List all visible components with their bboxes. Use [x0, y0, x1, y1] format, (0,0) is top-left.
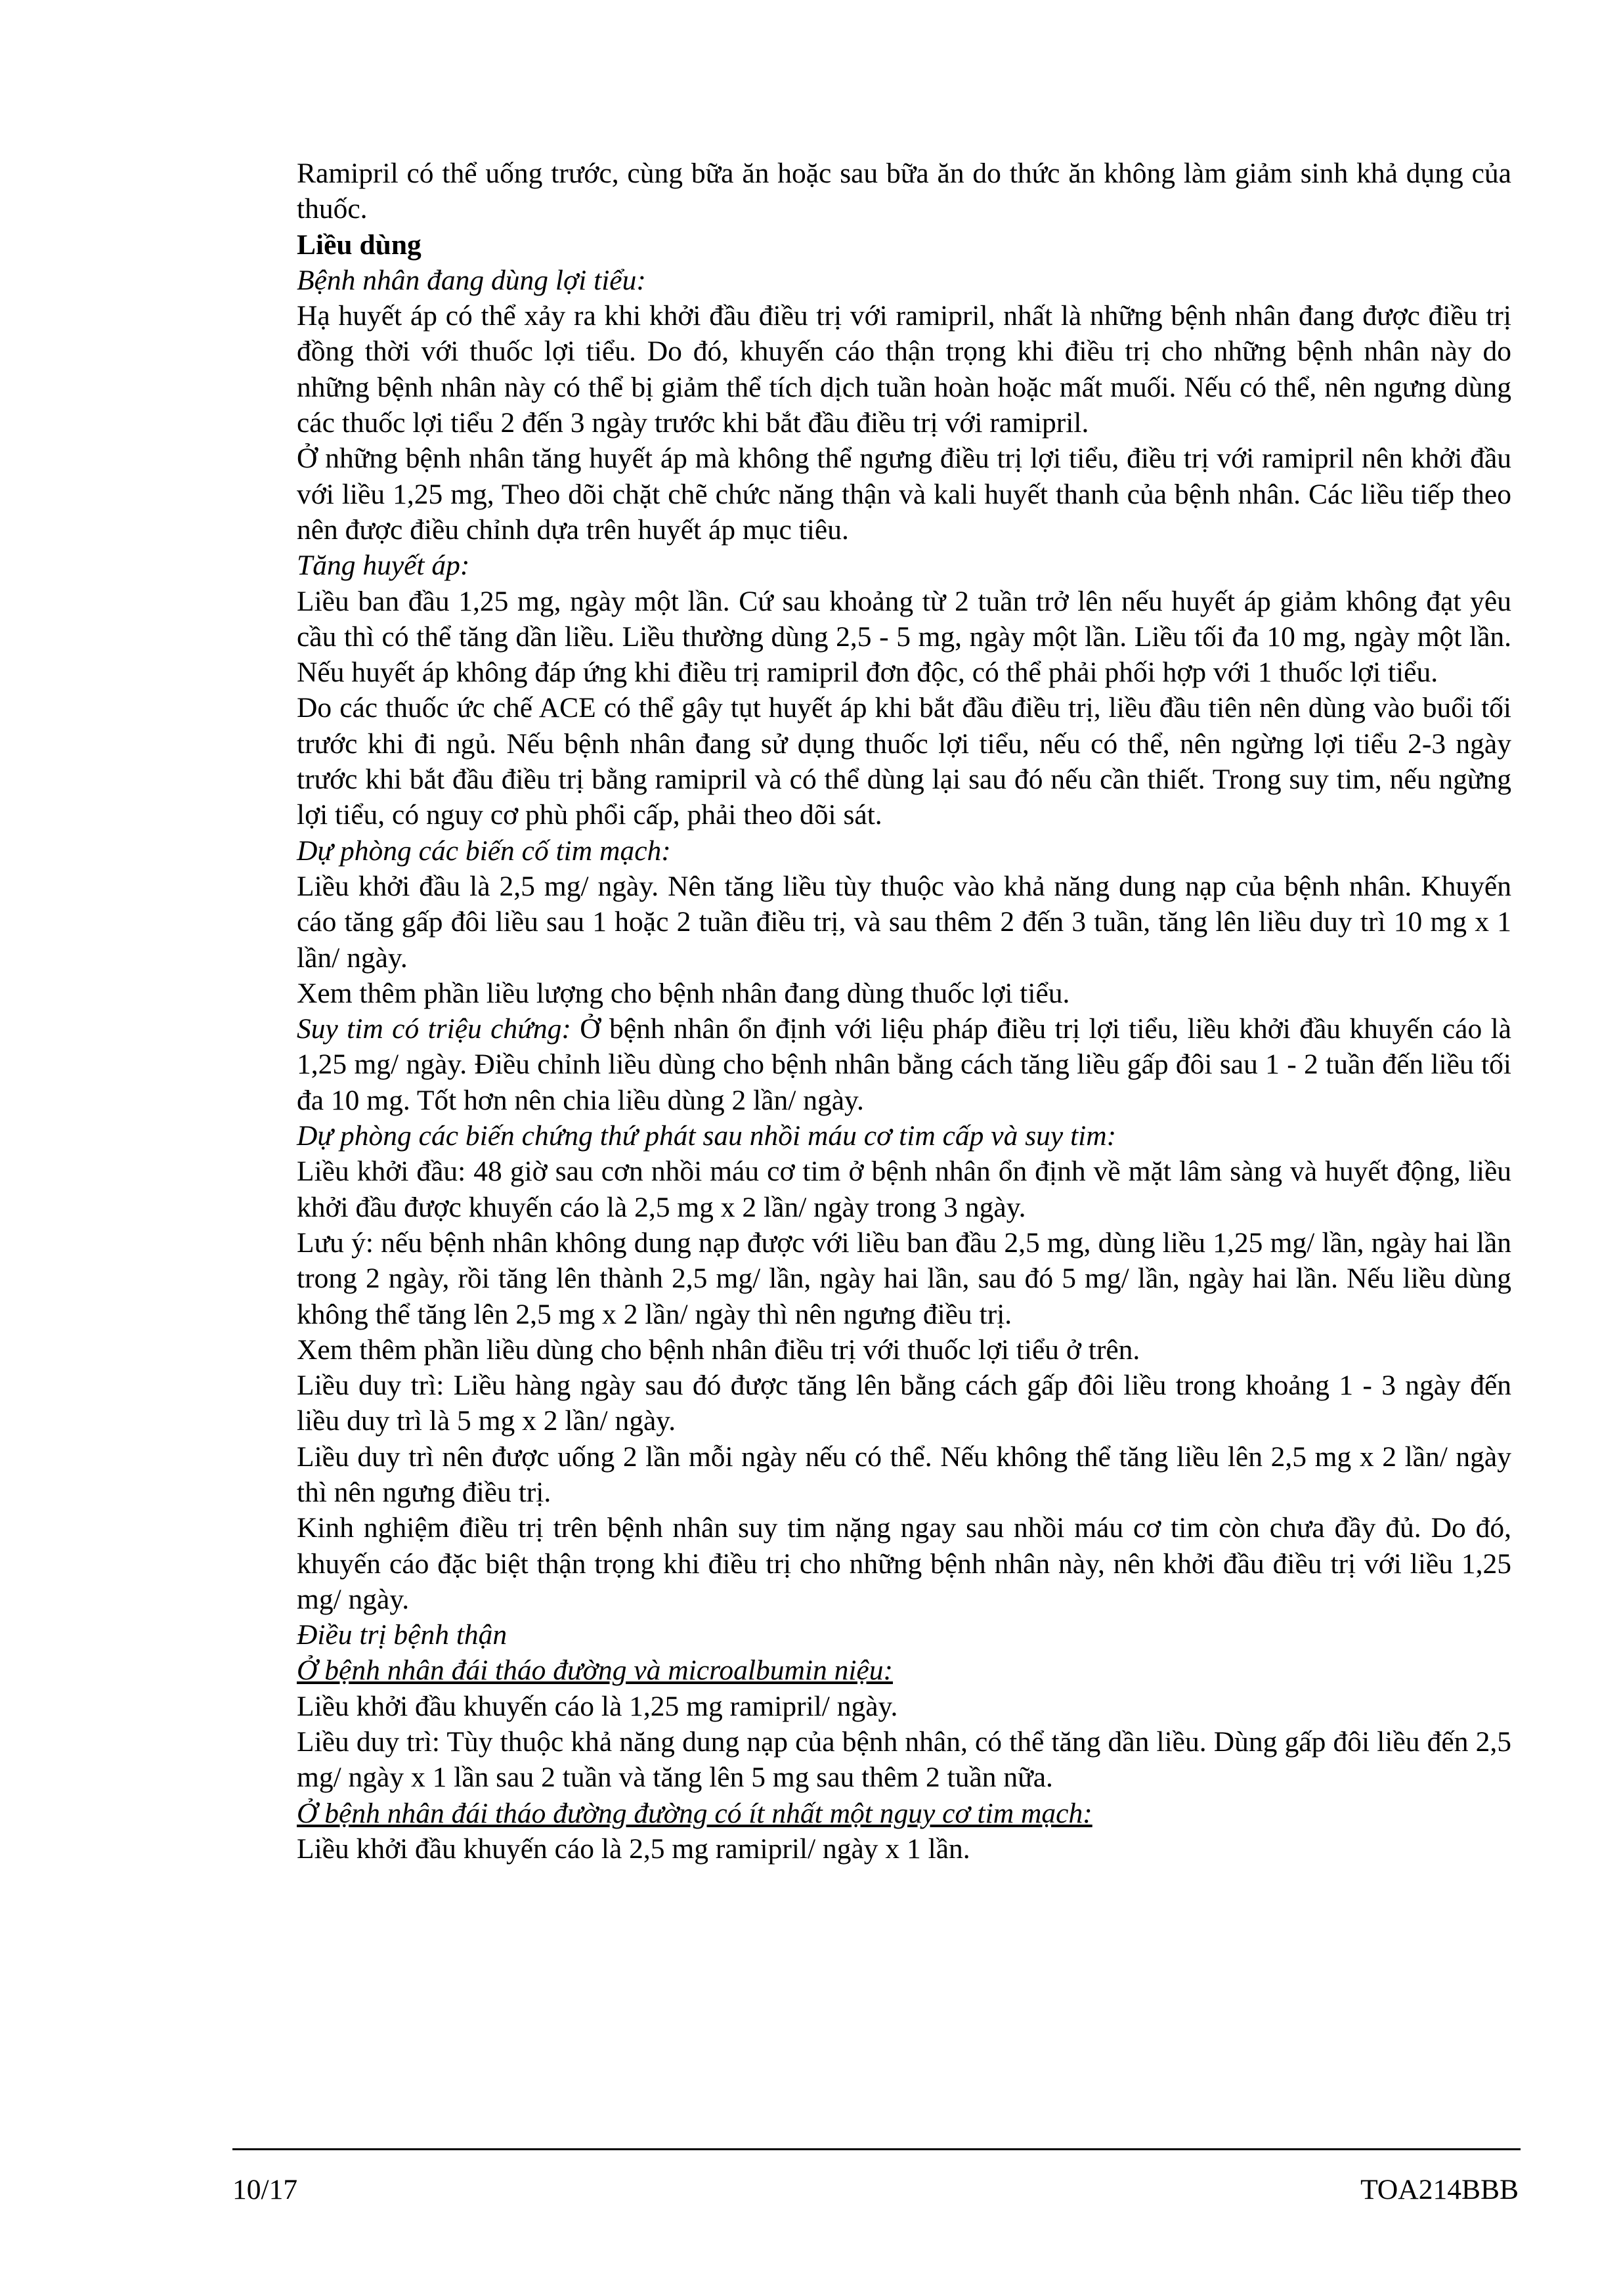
paragraph: Liều khởi đầu là 2,5 mg/ ngày. Nên tăng liều tùy thuộc vào khả năng dung nạp của bệnh nhân. Khuyến cáo tăng gấp đôi liều sau 1 hoặc 2 tuần điều trị, và sau thêm 2 đến 3 tuần, tăng lên liều duy trì 10 mg x 1 lần/ ngày.	[297, 870, 1511, 974]
subheading-underlined: Ở bệnh nhân đái tháo đường đường có ít nhất một nguy cơ tim mạch:	[297, 1797, 1092, 1829]
page-number: 10/17	[232, 2174, 298, 2205]
paragraph-text: Ở bệnh nhân ổn định với liệu pháp điều trị lợi tiểu, liều khởi đầu khuyến cáo là 1,25 mg/ ngày. Điều chỉnh liều dùng cho bệnh nhân bằng cách tăng liều gấp đôi sau 1 - 2 tuần đến liều tối đa 10 mg. Tốt hơn nên chia liều dùng 2 lần/ ngày.	[297, 1013, 1511, 1116]
paragraph: Liều ban đầu 1,25 mg, ngày một lần. Cứ sau khoảng từ 2 tuần trở lên nếu huyết áp giảm không đạt yêu cầu thì có thể tăng dần liều. Liều thường dùng 2,5 - 5 mg, ngày một lần. Liều tối đa 10 mg, ngày một lần. Nếu huyết áp không đáp ứng khi điều trị ramipril đơn độc, có thể phải phối hợp với 1 thuốc lợi tiểu.	[297, 585, 1511, 689]
paragraph: Kinh nghiệm điều trị trên bệnh nhân suy tim nặng ngay sau nhồi máu cơ tim còn chưa đầy đủ. Do đó, khuyến cáo đặc biệt thận trọng khi điều trị cho những bệnh nhân này, nên khởi đầu điều trị với liều 1,25 mg/ ngày.	[297, 1512, 1511, 1615]
paragraph: Liều khởi đầu khuyến cáo là 1,25 mg ramipril/ ngày.	[297, 1690, 898, 1722]
paragraph: Liều khởi đầu khuyến cáo là 2,5 mg ramipril/ ngày x 1 lần.	[297, 1832, 970, 1865]
section-heading: Liều dùng	[297, 228, 421, 261]
footer-divider	[232, 2148, 1521, 2150]
subheading: Bệnh nhân đang dùng lợi tiểu:	[297, 264, 646, 296]
document-body	[297, 156, 1511, 1867]
subheading-underlined: Ở bệnh nhân đái tháo đường và microalbumin niệu:	[297, 1655, 893, 1687]
paragraph: Ramipril có thể uống trước, cùng bữa ăn hoặc sau bữa ăn do thức ăn không làm giảm sinh khả dụng của thuốc.	[297, 158, 1511, 225]
paragraph: Do các thuốc ức chế ACE có thể gây tụt huyết áp khi bắt đầu điều trị, liều đầu tiên nên dùng vào buổi tối trước khi đi ngủ. Nếu bệnh nhân đang sử dụng thuốc lợi tiểu, nếu có thể, nên ngừng lợi tiểu 2-3 ngày trước khi bắt đầu điều trị bằng ramipril và có thể dùng lại sau đó nếu cần thiết. Trong suy tim, nếu ngừng lợi tiểu, có nguy cơ phù phổi cấp, phải theo dõi sát.	[297, 692, 1511, 831]
paragraph: Liều khởi đầu: 48 giờ sau cơn nhồi máu cơ tim ở bệnh nhân ổn định về mặt lâm sàng và huyết động, liều khởi đầu được khuyến cáo là 2,5 mg x 2 lần/ ngày trong 3 ngày.	[297, 1156, 1511, 1223]
paragraph: Liều duy trì: Tùy thuộc khả năng dung nạp của bệnh nhân, có thể tăng dần liều. Dùng gấp đôi liều đến 2,5 mg/ ngày x 1 lần sau 2 tuần và tăng lên 5 mg sau thêm 2 tuần nữa.	[297, 1726, 1511, 1794]
subheading: Điều trị bệnh thận	[297, 1619, 508, 1651]
document-code: TOA214BBB	[1360, 2174, 1519, 2205]
inline-subheading: Suy tim có triệu chứng:	[297, 1013, 571, 1045]
paragraph: Liều duy trì nên được uống 2 lần mỗi ngày nếu có thể. Nếu không thể tăng liều lên 2,5 mg x 2 lần/ ngày thì nên ngưng điều trị.	[297, 1440, 1511, 1508]
subheading: Tăng huyết áp:	[297, 550, 470, 582]
paragraph: Liều duy trì: Liều hàng ngày sau đó được tăng lên bằng cách gấp đôi liều trong khoảng 1 - 3 ngày đến liều duy trì là 5 mg x 2 lần/ ngày.	[297, 1370, 1511, 1437]
paragraph: Xem thêm phần liều dùng cho bệnh nhân điều trị với thuốc lợi tiểu ở trên.	[297, 1333, 1140, 1366]
paragraph: Ở những bệnh nhân tăng huyết áp mà không thể ngưng điều trị lợi tiểu, điều trị với ramipril nên khởi đầu với liều 1,25 mg, Theo dõi chặt chẽ chức năng thận và kali huyết thanh của bệnh nhân. Các liều tiếp theo nên được điều chỉnh dựa trên huyết áp mục tiêu.	[297, 443, 1511, 546]
paragraph: Lưu ý: nếu bệnh nhân không dung nạp được với liều ban đầu 2,5 mg, dùng liều 1,25 mg/ lần, ngày hai lần trong 2 ngày, rồi tăng lên thành 2,5 mg/ lần, ngày hai lần, sau đó 5 mg/ lần, ngày hai lần. Nếu liều dùng không thể tăng lên 2,5 mg x 2 lần/ ngày thì nên ngưng điều trị.	[297, 1226, 1511, 1330]
subheading: Dự phòng các biến cố tim mạch:	[297, 834, 671, 867]
subheading: Dự phòng các biến chứng thứ phát sau nhồi máu cơ tim cấp và suy tim:	[297, 1120, 1117, 1152]
paragraph	[297, 1011, 1511, 1118]
paragraph: Xem thêm phần liều lượng cho bệnh nhân đang dùng thuốc lợi tiểu.	[297, 977, 1070, 1009]
paragraph: Hạ huyết áp có thể xảy ra khi khởi đầu điều trị với ramipril, nhất là những bệnh nhân đang được điều trị đồng thời với thuốc lợi tiểu. Do đó, khuyến cáo thận trọng khi điều trị cho những bệnh nhân này do những bệnh nhân này có thể bị giảm thể tích dịch tuần hoàn hoặc mất muối. Nếu có thể, nên ngưng dùng các thuốc lợi tiểu 2 đến 3 ngày trước khi bắt đầu điều trị với ramipril.	[297, 300, 1511, 439]
